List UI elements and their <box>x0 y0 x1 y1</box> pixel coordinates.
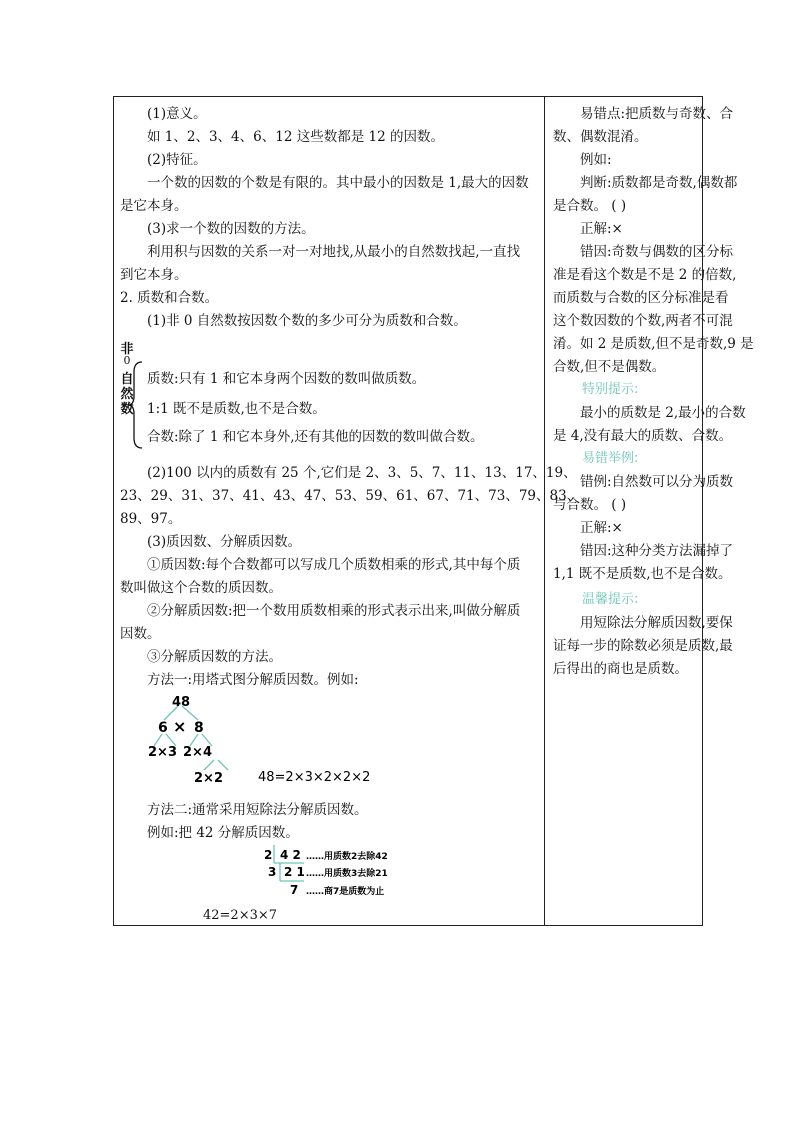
dividend-42: 4 2 <box>280 848 301 862</box>
factor-tree-branches <box>154 706 228 770</box>
highlight-error-example: 易错举例: <box>582 451 639 466</box>
division-note-2: ……用质数3去除21 <box>306 869 388 879</box>
category-composite: 合数:除了 1 和它本身外,还有其他的因数的数叫做合数。 <box>147 429 484 445</box>
para-feature-heading: (2)特征。 <box>147 152 207 168</box>
tip-division-line2: 证每一步的除数必须是质数,最 <box>553 638 733 654</box>
quotient-7: 7 <box>290 883 299 897</box>
column-divider <box>544 96 545 926</box>
category-one: 1:1 既不是质数,也不是合数。 <box>147 401 326 417</box>
para-method-heading: (3)求一个数的因数的方法。 <box>147 221 315 237</box>
tip-example-label: 例如: <box>580 152 612 168</box>
tip-division-line3: 后得出的商也是质数。 <box>553 661 688 677</box>
tree-row-2x2: 2×2 <box>194 771 223 786</box>
para-example-factors: 如 1、2、3、4、6、12 这些数都是 12 的因数。 <box>147 129 444 145</box>
tree-row-2x3: 2×3 <box>148 745 177 760</box>
para-factorization-method: ③分解质因数的方法。 <box>147 649 282 665</box>
tip-wrong-example-line2: 与合数。 ( ) <box>553 497 627 513</box>
highlight-special-tip: 特别提示: <box>582 382 639 397</box>
tip-reason-line1: 错因:奇数与偶数的区分标 <box>580 244 734 260</box>
para-method-line2: 到它本身。 <box>120 267 188 283</box>
para-primes-list-line3: 89、97。 <box>120 511 182 527</box>
para-classification: (1)非 0 自然数按因数个数的多少可分为质数和合数。 <box>147 313 467 329</box>
para-factorization-def1: ②分解质因数:把一个数用质数相乘的形式表示出来,叫做分解质 <box>147 603 521 619</box>
tip-reason-line3: 而质数与合数的区分标准是看 <box>553 290 729 306</box>
para-method-line1: 利用积与因数的关系一对一对地找,从最小的自然数找起,一直找 <box>147 244 521 260</box>
para-prime-factor-def2: 数叫做这个合数的质因数。 <box>120 580 282 596</box>
tip-wrong-example-line1: 错例:自然数可以分为质数 <box>580 474 734 490</box>
short-division-diagram <box>258 843 458 899</box>
tip-error-point-line1: 易错点:把质数与奇数、合 <box>580 106 734 122</box>
divisor-2: 2 <box>264 848 273 862</box>
para-method-one: 方法一:用塔式图分解质因数。例如: <box>147 672 359 688</box>
tip-answer-2: 正解:× <box>580 520 623 536</box>
section-heading-prime-composite: 2. 质数和合数。 <box>120 290 219 306</box>
divisor-3: 3 <box>268 865 277 879</box>
tip-reason2-line2: 1,1 既不是质数,也不是合数。 <box>553 566 732 582</box>
para-method-two: 方法二:通常采用短除法分解质因数。 <box>147 802 368 818</box>
tip-reason-line4: 这个数因数的个数,两者不可混 <box>553 313 733 329</box>
para-example-42: 例如:把 42 分解质因数。 <box>147 825 299 841</box>
para-meaning-heading: (1)意义。 <box>147 106 207 122</box>
curly-brace-icon <box>126 360 146 450</box>
para-feature-line1: 一个数的因数的个数是有限的。其中最小的因数是 1,最大的因数 <box>147 175 529 191</box>
tip-division-line1: 用短除法分解质因数,要保 <box>580 615 733 631</box>
tree-result: 48=2×3×2×2×2 <box>258 770 371 785</box>
vert-label-char: 非 <box>120 342 134 357</box>
tree-node-8: 8 <box>194 720 204 736</box>
vert-label-char: 然 <box>120 387 134 402</box>
factor-tree-diagram <box>140 692 400 792</box>
tip-reason-line2: 准是看这个数是不是 2 的倍数, <box>553 267 737 283</box>
para-feature-line2: 是它本身。 <box>120 198 188 214</box>
tree-row-2x4: 2×4 <box>183 745 212 760</box>
tip-smallest-line1: 最小的质数是 2,最小的合数 <box>580 405 746 421</box>
vert-label-char: 0 <box>123 354 131 367</box>
category-prime: 质数:只有 1 和它本身两个因数的数叫做质数。 <box>147 371 426 387</box>
para-prime-factor-def1: ①质因数:每个合数都可以写成几个质数相乘的形式,其中每个质 <box>147 557 521 573</box>
tip-judge-line2: 是合数。 ( ) <box>553 198 627 214</box>
tree-times-sign: × <box>173 717 187 736</box>
tip-smallest-line2: 是 4,没有最大的质数、合数。 <box>553 428 733 444</box>
division-note-3: ……商7是质数为止 <box>306 887 385 897</box>
vert-label-char: 数 <box>120 402 134 417</box>
vert-label-char: 自 <box>120 372 134 387</box>
tree-node-6: 6 <box>158 720 168 736</box>
tip-error-point-line2: 数、偶数混淆。 <box>553 129 648 145</box>
para-prime-factor-heading: (3)质因数、分解质因数。 <box>147 534 302 550</box>
tip-judge-line1: 判断:质数都是奇数,偶数都 <box>580 175 738 191</box>
para-factorization-def2: 因数。 <box>120 626 161 642</box>
para-primes-list-line1: (2)100 以内的质数有 25 个,它们是 2、3、5、7、11、13、17、19、 <box>147 465 577 481</box>
para-primes-list-line2: 23、29、31、37、41、43、47、53、59、61、67、71、73、79、83、 <box>120 488 581 504</box>
tip-reason-line5: 淆。如 2 是质数,但不是奇数,9 是 <box>553 336 754 352</box>
division-result: 42=2×3×7 <box>203 908 278 923</box>
dividend-21: 2 1 <box>284 865 305 879</box>
highlight-warm-tip: 温馨提示: <box>582 592 639 607</box>
tip-answer-1: 正解:× <box>580 221 623 237</box>
tip-reason2-line1: 错因:这种分类方法漏掉了 <box>580 543 734 559</box>
tree-node-48: 48 <box>172 695 191 710</box>
tip-reason-line6: 合数,但不是偶数。 <box>553 359 666 375</box>
division-note-1: ……用质数2去除42 <box>306 852 388 862</box>
